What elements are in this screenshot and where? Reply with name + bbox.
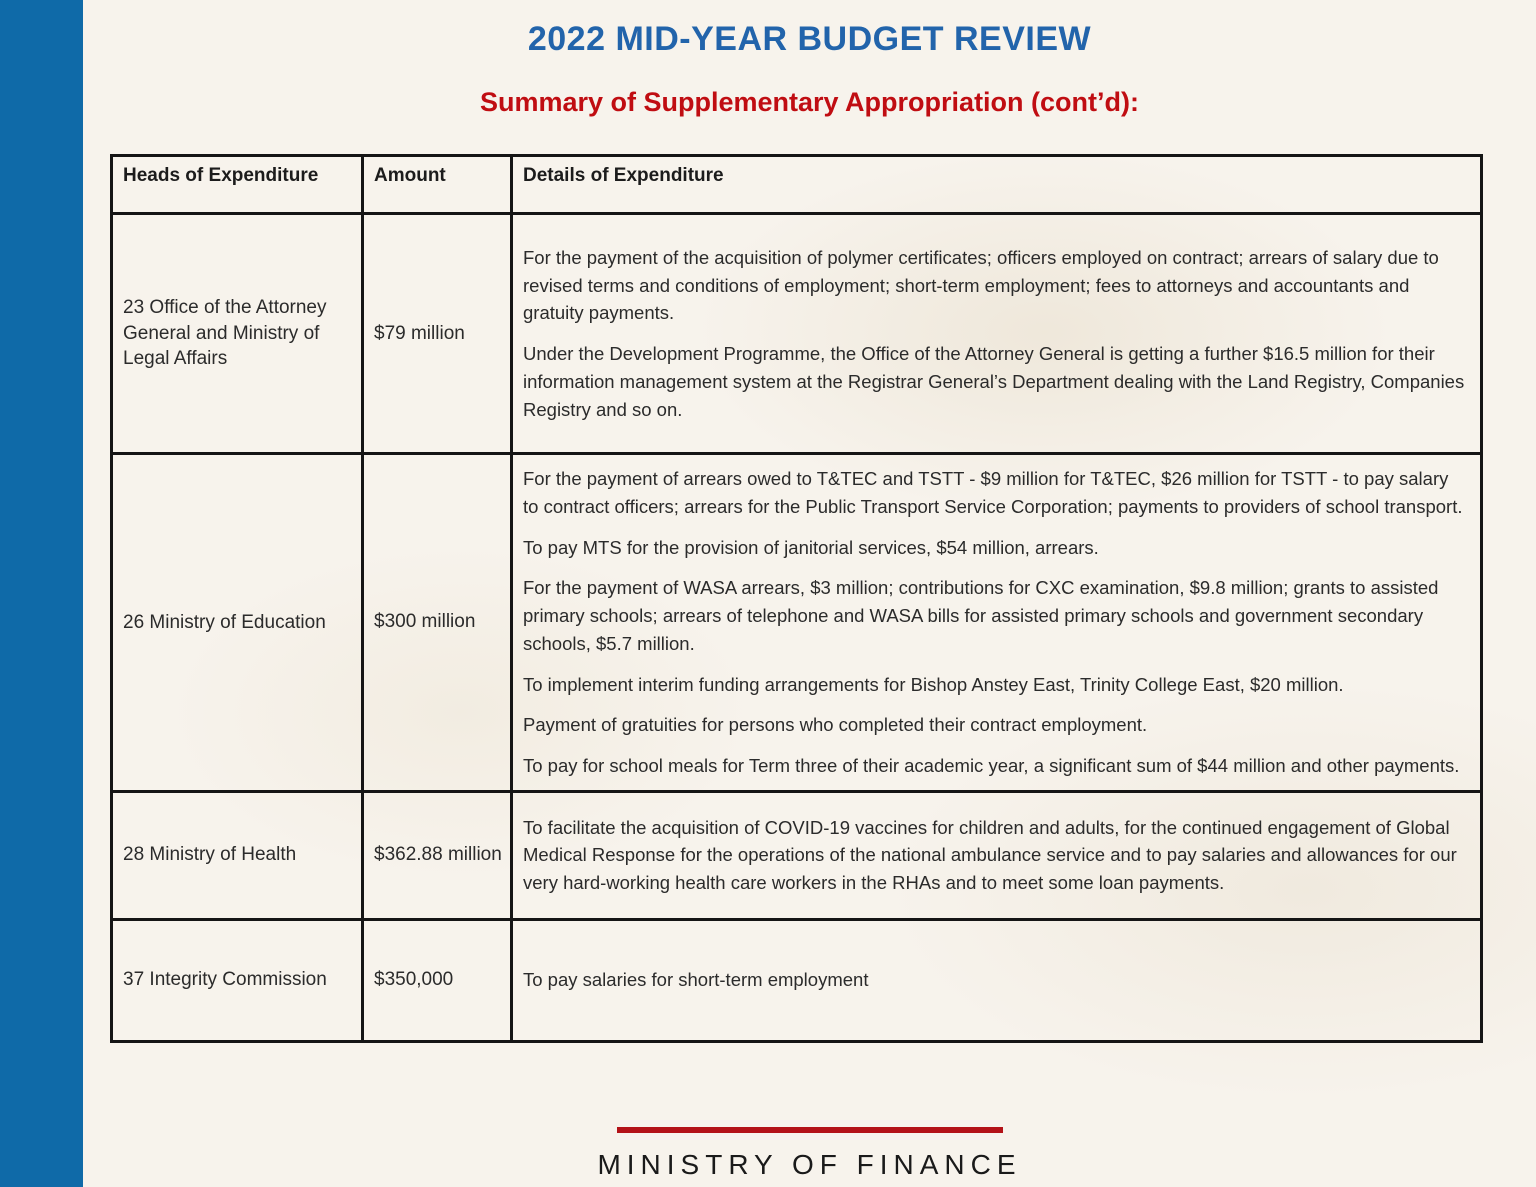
details-paragraph: For the payment of the acquisition of polymer certificates; officers employed on contract; arrears of salary due to revised terms and conditions of employment; short-term employment; fees to attorneys and accountants and gratuity payments. — [523, 246, 1439, 324]
page-title: 2022 MID-YEAR BUDGET REVIEW — [527, 20, 1092, 58]
head-of-expenditure-cell: 28 Ministry of Health — [112, 791, 363, 919]
details-cell — [512, 454, 1482, 792]
details-paragraph: To pay for school meals for Term three of their academic year, a significant sum of $44 million and other payments. — [523, 755, 1460, 776]
table-header-row — [112, 156, 1482, 214]
head-of-expenditure-cell: 23 Office of the Attorney General and Ministry of Legal Affairs — [112, 214, 363, 454]
head-of-expenditure-cell: 26 Ministry of Education — [112, 454, 363, 792]
table-row — [112, 791, 1482, 919]
details-paragraph: To facilitate the acquisition of COVID-19 vaccines for children and adults, for the continued engagement of Global Medical Response for the operations of the national ambulance service and to pay salaries and allowances for our very hard-working health care workers in the RHAs and to meet some loan payments. — [523, 816, 1457, 894]
details-cell — [512, 791, 1482, 919]
head-of-expenditure-cell: 37 Integrity Commission — [112, 919, 363, 1041]
amount-cell: $362.88 million — [363, 791, 512, 919]
details-paragraph: To pay MTS for the provision of janitorial services, $54 million, arrears. — [523, 536, 1099, 558]
amount-cell: $350,000 — [363, 919, 512, 1041]
slide-content — [83, 0, 1536, 1187]
table-row — [112, 919, 1482, 1041]
details-paragraph: To pay salaries for short-term employment — [523, 969, 869, 991]
footer — [83, 1127, 1536, 1181]
page-subtitle: Summary of Supplementary Appropriation (cont’d): — [479, 87, 1140, 117]
details-cell — [512, 919, 1482, 1041]
column-header-heads: Heads of Expenditure — [112, 156, 363, 214]
details-cell — [512, 214, 1482, 454]
column-header-amount: Amount — [363, 156, 512, 214]
left-accent-bar — [0, 0, 83, 1187]
details-paragraph: Under the Development Programme, the Office of the Attorney General is getting a further $16.5 million for their information management system at the Registrar General’s Department dealing with the Land Registry, Companies Registry and so on. — [523, 343, 1465, 420]
ministry-name: MINISTRY OF FINANCE — [597, 1148, 1022, 1180]
details-paragraph: For the payment of arrears owed to T&TEC and TSTT - $9 million for T&TEC, $26 million for TSTT - to pay salary to contract officers; arrears for the Public Transport Service Corporation; payments to providers of school transport. — [523, 468, 1463, 517]
amount-cell: $300 million — [363, 454, 512, 792]
details-paragraph: To implement interim funding arrangements for Bishop Anstey East, Trinity College East, $20 million. — [523, 673, 1344, 695]
table-body — [112, 214, 1482, 1042]
table-row — [112, 454, 1482, 792]
column-header-details: Details of Expenditure — [512, 156, 1482, 214]
details-paragraph: For the payment of WASA arrears, $3 million; contributions for CXC examination, $9.8 million; grants to assisted primary schools; arrears of telephone and WASA bills for assisted primary schools and government secondary schools, $5.7 million. — [523, 577, 1439, 654]
footer-divider — [617, 1127, 1003, 1133]
details-paragraph: Payment of gratuities for persons who completed their contract employment. — [523, 714, 1148, 736]
appropriation-table — [110, 154, 1483, 1043]
amount-cell: $79 million — [363, 214, 512, 454]
table-row — [112, 214, 1482, 454]
